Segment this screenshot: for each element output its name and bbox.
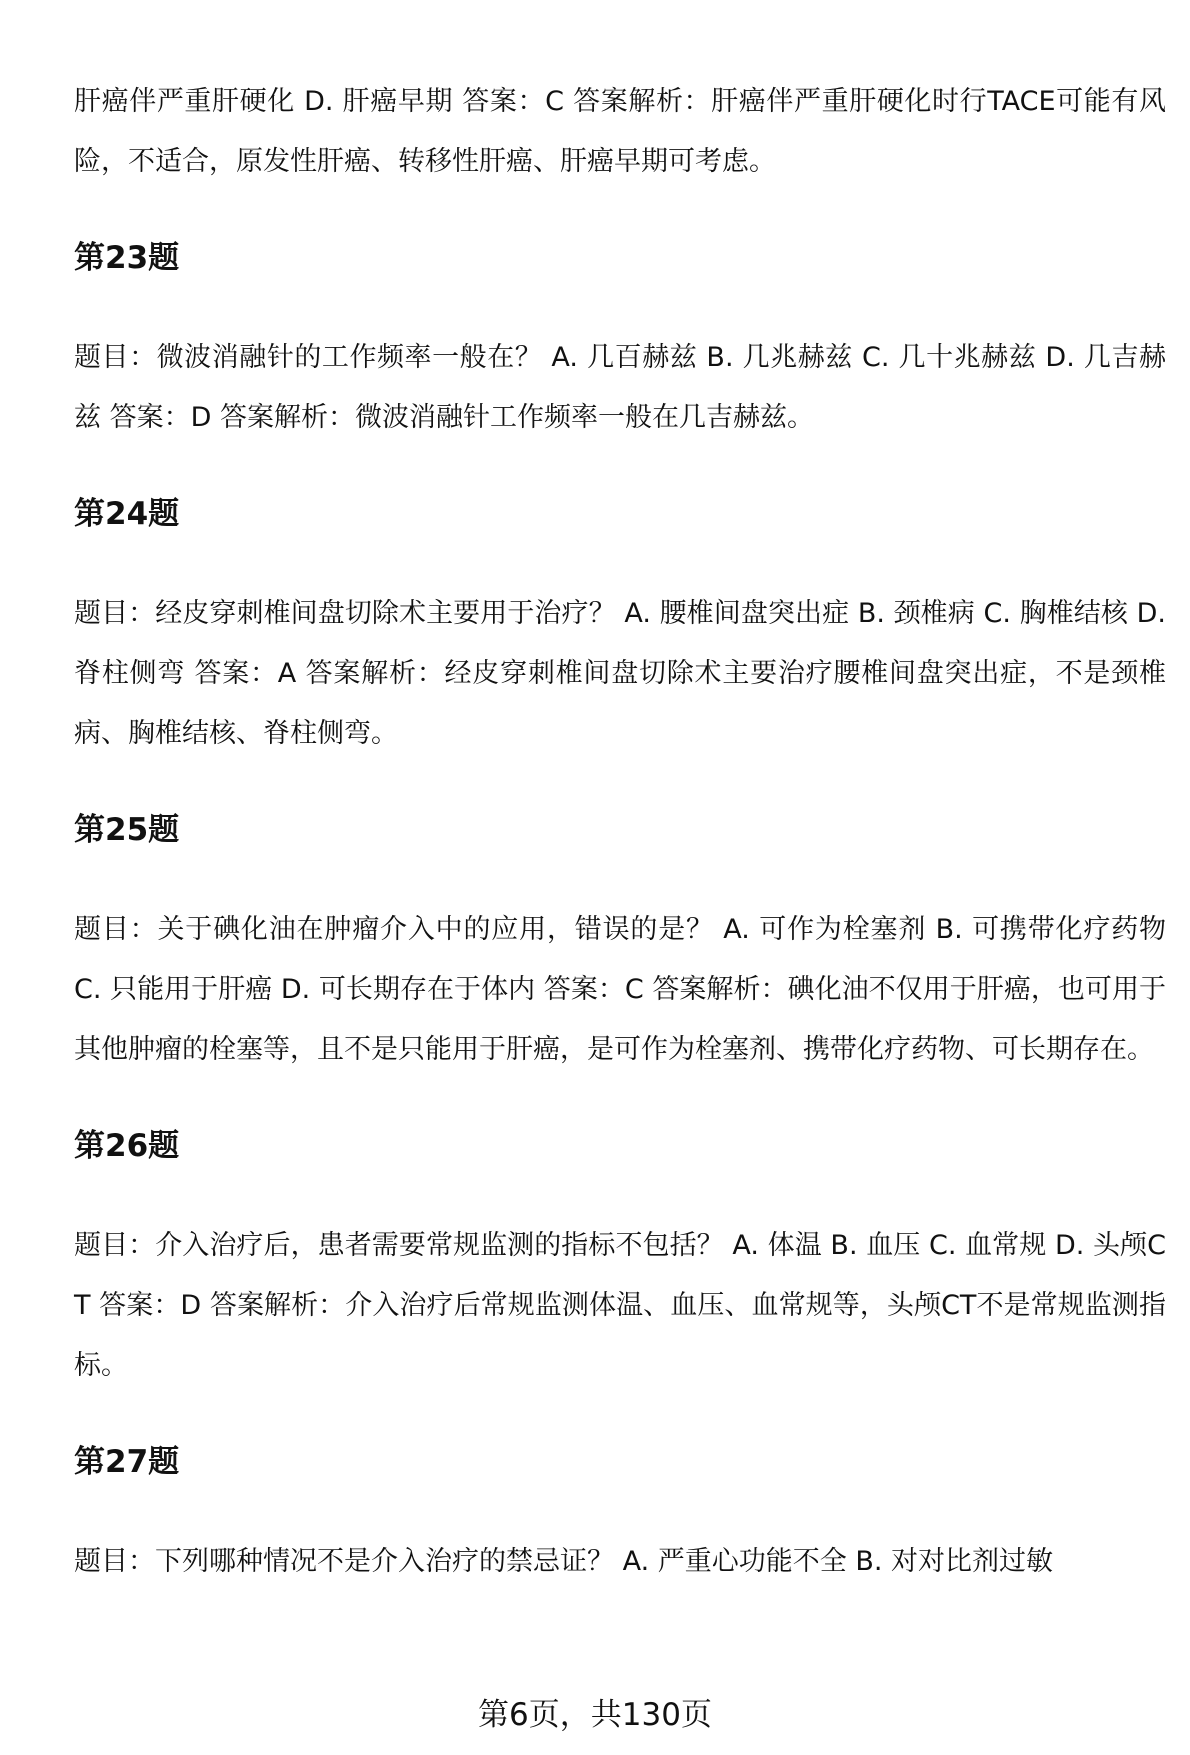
question-body: 题目：微波消融针的工作频率一般在？ A. 几百赫兹 B. 几兆赫兹 C. 几十兆赫兹 D. 几吉赫兹 答案：D 答案解析：微波消融针工作频率一般在几吉赫兹。	[74, 342, 1166, 433]
question-25	[74, 800, 1166, 1116]
question-title: 第24题	[74, 496, 180, 532]
question-body: 题目：介入治疗后，患者需要常规监测的指标不包括？ A. 体温 B. 血压 C. 血常规 D. 头颅CT 答案：D 答案解析：介入治疗后常规监测体温、血压、血常规等，头颅CT不是常规监测指标。	[74, 1230, 1166, 1381]
page-number: 第6页，共130页	[478, 1697, 712, 1733]
question-body: 题目：关于碘化油在肿瘤介入中的应用，错误的是？ A. 可作为栓塞剂 B. 可携带化疗药物 C. 只能用于肝癌 D. 可长期存在于体内 答案：C 答案解析：碘化油不仅用于肝癌，也可用于其他肿瘤的栓塞等，且不是只能用于肝癌，是可作为栓塞剂、携带化疗药物、可长期存在。	[74, 914, 1166, 1065]
question-title: 第27题	[74, 1444, 180, 1480]
question-26	[74, 1116, 1166, 1432]
document-page	[74, 72, 1166, 1592]
question-23	[74, 228, 1166, 484]
question-title: 第26题	[74, 1128, 180, 1164]
question-title: 第25题	[74, 812, 180, 848]
question-title: 第23题	[74, 240, 180, 276]
question-body: 题目：下列哪种情况不是介入治疗的禁忌证？ A. 严重心功能不全 B. 对对比剂过敏	[74, 1546, 1054, 1577]
question-24	[74, 484, 1166, 800]
continuation-paragraph: 肝癌伴严重肝硬化 D. 肝癌早期 答案：C 答案解析：肝癌伴严重肝硬化时行TACE可能有风险，不适合，原发性肝癌、转移性肝癌、肝癌早期可考虑。	[74, 86, 1166, 177]
question-body: 题目：经皮穿刺椎间盘切除术主要用于治疗？ A. 腰椎间盘突出症 B. 颈椎病 C. 胸椎结核 D. 脊柱侧弯 答案：A 答案解析：经皮穿刺椎间盘切除术主要治疗腰椎间盘突出症，不是颈椎病、胸椎结核、脊柱侧弯。	[74, 598, 1166, 749]
question-27	[74, 1432, 1166, 1592]
